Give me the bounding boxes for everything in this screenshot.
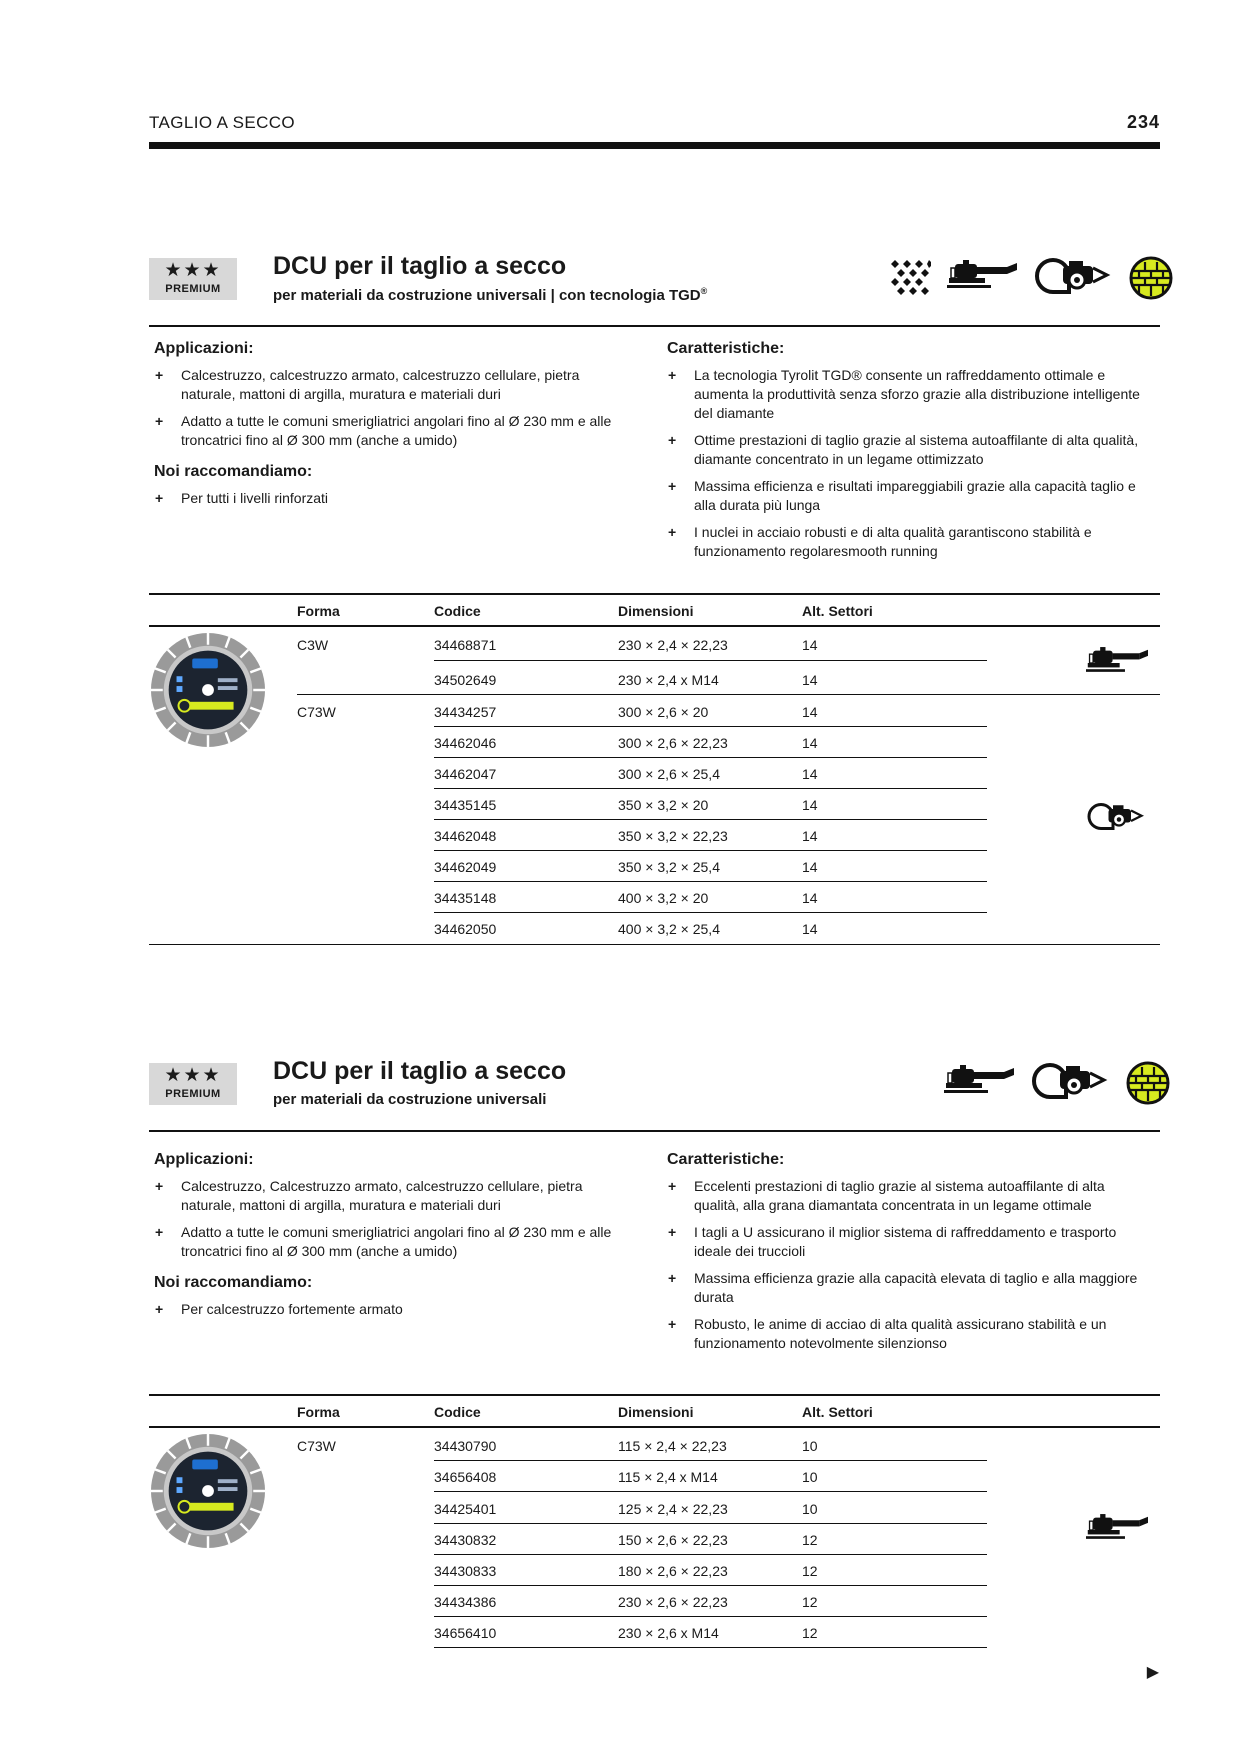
column-header-dimensioni: Dimensioni — [618, 1404, 694, 1420]
table-cell-settori: 14 — [802, 828, 818, 844]
angle-grinder-icon — [944, 1065, 1014, 1101]
row-divider — [434, 660, 987, 661]
list-item: + Adatto a tutte le comuni smerigliatrici angolari fino al Ø 230 mm e alle troncatrici fino al Ø 300 mm (anche a umido) — [155, 1224, 612, 1259]
table-cell-settori: 14 — [802, 890, 818, 906]
section-divider — [149, 325, 1160, 327]
row-divider — [434, 1491, 987, 1492]
section-title: DCU per il taglio a secco — [273, 252, 567, 280]
list-item: + Robusto, le anime di acciao di alta qualità assicurano stabilità e un funzionamento notevolmente silenzionso — [668, 1316, 1107, 1351]
table-cell-settori: 14 — [802, 637, 818, 653]
cutting-disc-image — [149, 1432, 267, 1550]
cut-off-saw-icon — [1086, 803, 1146, 833]
features-heading: Caratteristiche: — [667, 1151, 785, 1168]
header-divider — [149, 142, 1160, 149]
table-cell-codice: 34462050 — [434, 921, 497, 937]
table-cell-dimensioni: 350 × 3,2 × 20 — [618, 797, 709, 813]
row-divider — [434, 1616, 987, 1617]
table-cell-dimensioni: 350 × 3,2 × 25,4 — [618, 859, 720, 875]
angle-grinder-icon — [947, 260, 1017, 296]
table-cell-dimensioni: 230 × 2,4 x M14 — [618, 672, 719, 688]
row-divider — [434, 850, 987, 851]
table-cell-settori: 14 — [802, 735, 818, 751]
list-item: + Per calcestruzzo fortemente armato — [155, 1301, 403, 1317]
table-cell-settori: 14 — [802, 921, 818, 937]
table-cell-codice: 34462048 — [434, 828, 497, 844]
table-cell-dimensioni: 230 × 2,6 x M14 — [618, 1625, 719, 1641]
list-item: + Ottime prestazioni di taglio grazie al sistema autoaffilante di alta qualità, diamante concentrato in un legame ottimizzato — [668, 432, 1139, 467]
features-list — [668, 1177, 1148, 1361]
table-cell-codice: 34434386 — [434, 1594, 497, 1610]
column-header-codice: Codice — [434, 1404, 481, 1420]
row-divider — [434, 788, 987, 789]
table-cell-forma: C73W — [297, 1438, 336, 1454]
column-header-forma: Forma — [297, 603, 340, 619]
table-cell-settori: 12 — [802, 1625, 818, 1641]
list-item: + Calcestruzzo, calcestruzzo armato, calcestruzzo cellulare, pietra naturale, mattoni di argilla, muratura e materiali duri — [155, 367, 580, 402]
table-cell-dimensioni: 300 × 2,6 × 25,4 — [618, 766, 720, 782]
table-cell-dimensioni: 115 × 2,4 × 22,23 — [618, 1438, 727, 1454]
list-item: + I nuclei in acciaio robusti e di alta qualità garantiscono stabilità e funzionamento regolaresmooth running — [668, 524, 1092, 559]
next-page-arrow-icon[interactable]: ▶ — [1146, 1664, 1159, 1681]
angle-grinder-icon — [1086, 647, 1148, 679]
table-cell-settori: 12 — [802, 1532, 818, 1548]
table-cell-settori: 14 — [802, 859, 818, 875]
row-divider — [434, 1585, 987, 1586]
table-cell-forma: C3W — [297, 637, 329, 653]
list-item: + Massima efficienza e risultati impareggiabili grazie alla capacità taglio e alla durata più lunga — [668, 478, 1136, 513]
section-divider — [149, 1130, 1160, 1132]
row-divider — [434, 757, 987, 758]
list-item: + Adatto a tutte le comuni smerigliatrici angolari fino al Ø 230 mm e alle troncatrici fino al Ø 300 mm (anche a umido) — [155, 413, 612, 448]
recommend-list — [155, 489, 625, 516]
table-cell-codice: 34468871 — [434, 637, 497, 653]
applications-list — [155, 366, 625, 458]
table-cell-settori: 12 — [802, 1563, 818, 1579]
table-cell-codice: 34434257 — [434, 704, 497, 720]
table-cell-dimensioni: 230 × 2,4 × 22,23 — [618, 637, 728, 653]
table-cell-dimensioni: 115 × 2,4 x M14 — [618, 1469, 718, 1485]
table-cell-settori: 14 — [802, 704, 818, 720]
applications-heading: Applicazioni: — [154, 340, 254, 357]
brick-material-icon — [1126, 1061, 1170, 1105]
section-title: DCU per il taglio a secco — [273, 1057, 567, 1085]
product-table — [149, 593, 1160, 937]
cutting-disc-image — [149, 631, 267, 749]
table-cell-settori: 10 — [802, 1438, 818, 1454]
table-cell-codice: 34502649 — [434, 672, 497, 688]
table-cell-codice: 34430790 — [434, 1438, 497, 1454]
table-cell-dimensioni: 400 × 3,2 × 20 — [618, 890, 709, 906]
table-cell-settori: 10 — [802, 1501, 818, 1517]
table-cell-dimensioni: 150 × 2,6 × 22,23 — [618, 1532, 728, 1548]
table-cell-codice: 34430832 — [434, 1532, 497, 1548]
list-item: + Massima efficienza grazie alla capacità elevata di taglio e alla maggiore durata — [668, 1270, 1138, 1305]
table-cell-codice: 34656410 — [434, 1625, 497, 1641]
premium-badge — [149, 258, 237, 300]
column-header-dimensioni: Dimensioni — [618, 603, 694, 619]
table-header-rule — [149, 625, 1160, 627]
row-divider — [434, 726, 987, 727]
recommend-heading: Noi raccomandiamo: — [154, 463, 313, 480]
cut-off-saw-icon — [1030, 1063, 1110, 1103]
star-rating: ★★★ — [164, 1065, 222, 1086]
list-item: + Calcestruzzo, Calcestruzzo armato, calcestruzzo cellulare, pietra naturale, mattoni di argilla, muratura e materiali duri — [155, 1178, 583, 1213]
table-cell-dimensioni: 300 × 2,6 × 20 — [618, 704, 709, 720]
table-cell-dimensioni: 350 × 3,2 × 22,23 — [618, 828, 728, 844]
list-item: + I tagli a U assicurano il miglior sistema di raffreddamento e trasporto ideale dei truccioli — [668, 1224, 1117, 1259]
table-cell-codice: 34435148 — [434, 890, 497, 906]
table-cell-settori: 14 — [802, 797, 818, 813]
product-table — [149, 1394, 1160, 1654]
table-cell-codice: 34425401 — [434, 1501, 497, 1517]
table-cell-codice: 34462049 — [434, 859, 497, 875]
premium-label: PREMIUM — [165, 1088, 221, 1100]
cut-off-saw-icon — [1033, 258, 1113, 298]
row-divider — [434, 1460, 987, 1461]
table-top-rule — [149, 1394, 1160, 1396]
page-header-title: TAGLIO A SECCO — [149, 113, 296, 132]
table-header-rule — [149, 1426, 1160, 1428]
table-bottom-rule — [149, 944, 1160, 945]
applications-list — [155, 1177, 615, 1269]
column-header-codice: Codice — [434, 603, 481, 619]
table-cell-settori: 12 — [802, 1594, 818, 1610]
column-header-forma: Forma — [297, 1404, 340, 1420]
recommend-list — [155, 1300, 615, 1327]
diamond-pattern-icon — [891, 258, 931, 298]
section-subtitle: per materiali da costruzione universali | con tecnologia TGD® — [273, 286, 708, 304]
column-header-alt-settori: Alt. Settori — [802, 603, 873, 619]
recommend-heading: Noi raccomandiamo: — [154, 1274, 313, 1291]
column-header-alt-settori: Alt. Settori — [802, 1404, 873, 1420]
list-item: + La tecnologia Tyrolit TGD® consente un raffreddamento ottimale e aumenta la produttività senza sforzo grazie alla distribuzione intelligente del diamante — [668, 367, 1140, 421]
table-cell-forma: C73W — [297, 704, 336, 720]
row-divider — [297, 694, 1160, 695]
table-cell-settori: 14 — [802, 672, 818, 688]
star-rating: ★★★ — [164, 260, 222, 281]
application-icons — [891, 256, 1173, 300]
table-cell-dimensioni: 230 × 2,6 × 22,23 — [618, 1594, 728, 1610]
table-top-rule — [149, 593, 1160, 595]
row-divider — [434, 1523, 987, 1524]
row-divider — [434, 1554, 987, 1555]
table-cell-codice: 34430833 — [434, 1563, 497, 1579]
table-cell-dimensioni: 400 × 3,2 × 25,4 — [618, 921, 720, 937]
table-cell-dimensioni: 300 × 2,6 × 22,23 — [618, 735, 728, 751]
premium-label: PREMIUM — [165, 283, 221, 295]
application-icons — [944, 1061, 1170, 1105]
table-cell-codice: 34435145 — [434, 797, 497, 813]
row-divider — [434, 1647, 987, 1648]
table-cell-codice: 34462047 — [434, 766, 497, 782]
applications-heading: Applicazioni: — [154, 1151, 254, 1168]
table-cell-settori: 14 — [802, 766, 818, 782]
row-divider — [434, 912, 987, 913]
page-number: 234 — [1126, 112, 1160, 132]
angle-grinder-icon — [1086, 1514, 1148, 1546]
row-divider — [434, 881, 987, 882]
list-item: + Eccelenti prestazioni di taglio grazie al sistema autoaffilante di alta qualità, alla grana diamantata concentrata in un legame ottimale — [668, 1178, 1105, 1213]
brick-material-icon — [1129, 256, 1173, 300]
section-subtitle: per materiali da costruzione universali — [273, 1091, 547, 1108]
table-cell-codice: 34462046 — [434, 735, 497, 751]
table-cell-settori: 10 — [802, 1469, 818, 1485]
features-heading: Caratteristiche: — [667, 340, 785, 357]
features-list — [668, 366, 1158, 569]
row-divider — [434, 819, 987, 820]
list-item: + Per tutti i livelli rinforzati — [155, 490, 329, 506]
table-cell-dimensioni: 125 × 2,4 × 22,23 — [618, 1501, 728, 1517]
premium-badge — [149, 1063, 237, 1105]
table-cell-dimensioni: 180 × 2,6 × 22,23 — [618, 1563, 728, 1579]
table-cell-codice: 34656408 — [434, 1469, 497, 1485]
